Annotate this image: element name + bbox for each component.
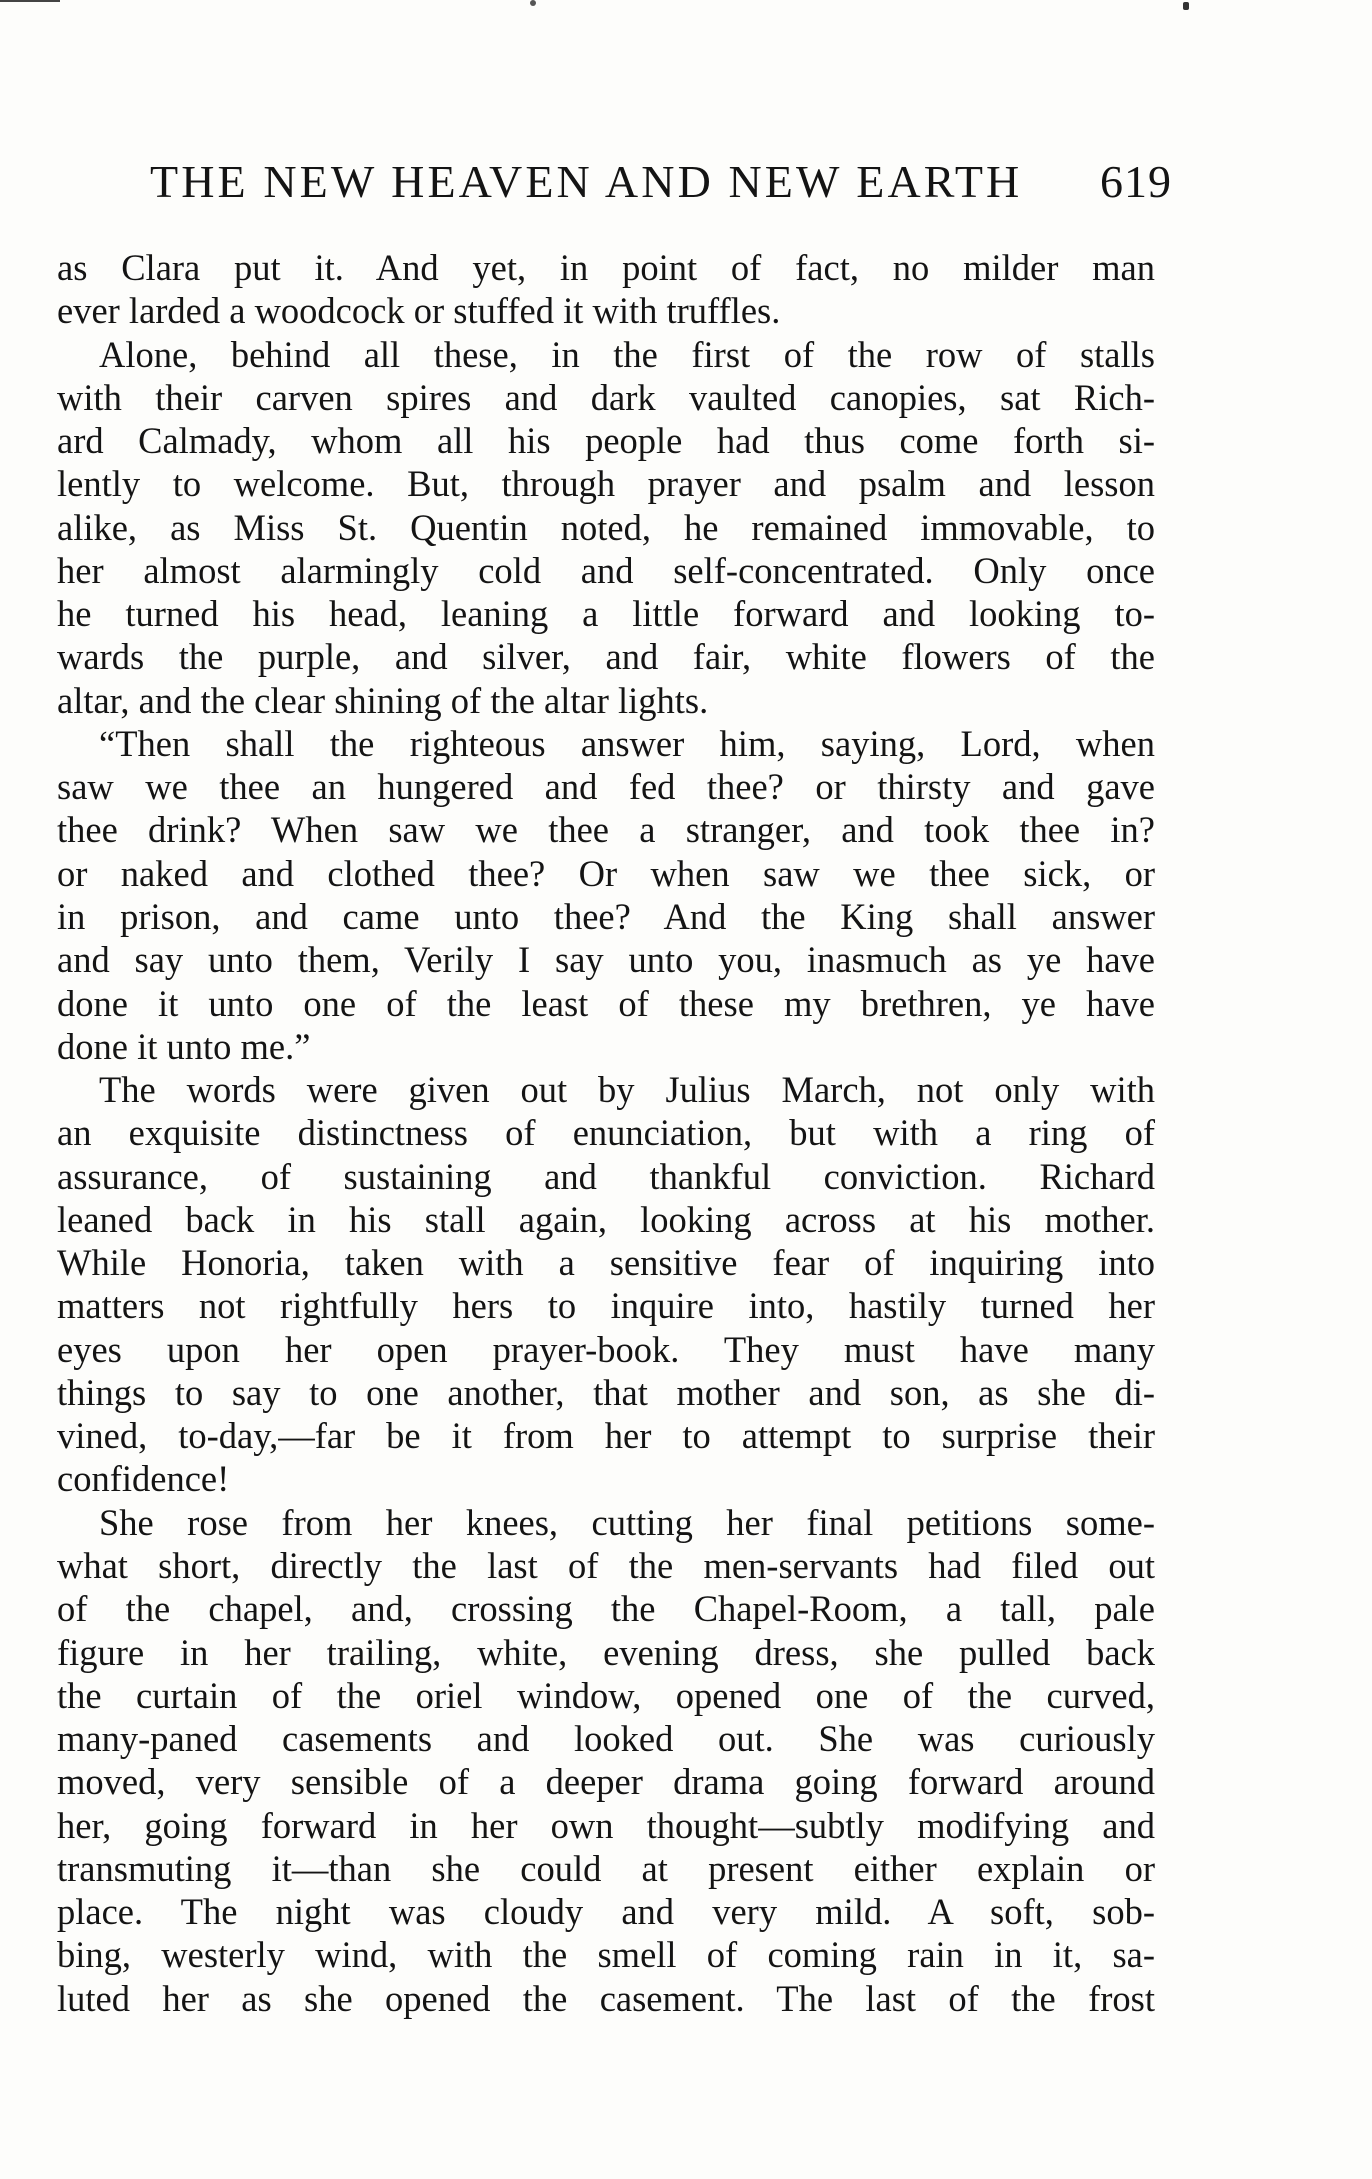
text-line: and say unto them, Verily I say unto you, inasmuch as ye have — [57, 939, 1155, 981]
text-line: many-paned casements and looked out. She was curiously — [57, 1718, 1155, 1760]
text-line: alike, as Miss St. Quentin noted, he remained immovable, to — [57, 506, 1155, 548]
page-number: 619 — [1100, 156, 1172, 207]
text-line: done it unto me.” — [57, 1025, 311, 1067]
text-line: matters not rightfully hers to inquire into, hastily turned her — [57, 1285, 1155, 1327]
text-line: moved, very sensible of a deeper drama going forward around — [57, 1761, 1155, 1803]
text-line: lently to welcome. But, through prayer and psalm and lesson — [57, 463, 1155, 505]
text-line: with their carven spires and dark vaulted canopies, sat Rich- — [57, 376, 1155, 418]
text-line: he turned his head, leaning a little forward and looking to- — [57, 593, 1155, 635]
text-line: her, going forward in her own thought—subtly modifying and — [57, 1804, 1155, 1846]
text-line: While Honoria, taken with a sensitive fear of inquiring into — [57, 1242, 1155, 1284]
text-line: as Clara put it. And yet, in point of fact, no milder man — [57, 247, 1155, 288]
text-line: transmuting it—than she could at present either explain or — [57, 1847, 1155, 1889]
text-line: “Then shall the righteous answer him, saying, Lord, when — [99, 722, 1155, 764]
text-line: an exquisite distinctness of enunciation, but with a ring of — [57, 1112, 1155, 1154]
text-line: eyes upon her open prayer-book. They must have many — [57, 1328, 1155, 1370]
text-line: ard Calmady, whom all his people had thus come forth si- — [57, 420, 1155, 462]
text-line: figure in her trailing, white, evening dress, she pulled back — [57, 1631, 1155, 1673]
text-line: She rose from her knees, cutting her final petitions some- — [99, 1501, 1155, 1543]
text-line: luted her as she opened the casement. The last of the frost — [57, 1977, 1155, 2019]
text-line: altar, and the clear shining of the altar lights. — [57, 679, 709, 721]
text-line: of the chapel, and, crossing the Chapel-Room, a tall, pale — [57, 1588, 1155, 1630]
text-line: her almost alarmingly cold and self-concentrated. Only once — [57, 549, 1155, 591]
text-line: in prison, and came unto thee? And the King shall answer — [57, 895, 1155, 937]
running-head-title: THE NEW HEAVEN AND NEW EARTH — [150, 156, 1023, 207]
text-line: bing, westerly wind, with the smell of coming rain in it, sa- — [57, 1934, 1155, 1976]
text-line: place. The night was cloudy and very mild. A soft, sob- — [57, 1891, 1155, 1933]
text-line: done it unto one of the least of these my brethren, ye have — [57, 982, 1155, 1024]
text-line: Alone, behind all these, in the first of the row of stalls — [99, 333, 1155, 375]
text-line: things to say to one another, that mother and son, as she di- — [57, 1371, 1155, 1413]
text-line: leaned back in his stall again, looking across at his mother. — [57, 1198, 1155, 1240]
text-line: The words were given out by Julius March, not only with — [99, 1069, 1155, 1111]
text-line: saw we thee an hungered and fed thee? or thirsty and gave — [57, 766, 1155, 808]
text-line: thee drink? When saw we thee a stranger, and took thee in? — [57, 809, 1155, 851]
text-line: assurance, of sustaining and thankful conviction. Richard — [57, 1155, 1155, 1197]
scan-edge-mark — [0, 0, 60, 2]
text-line: or naked and clothed thee? Or when saw we thee sick, or — [57, 852, 1155, 894]
text-line: vined, to-day,—far be it from her to attempt to surprise their — [57, 1415, 1155, 1457]
scan-speck — [530, 0, 536, 6]
body-text — [57, 246, 1155, 2020]
text-line: ever larded a woodcock or stuffed it with truffles. — [57, 290, 781, 332]
running-head — [150, 154, 1172, 210]
text-line: the curtain of the oriel window, opened one of the curved, — [57, 1674, 1155, 1716]
scan-corner-dot — [1183, 2, 1189, 10]
text-line: what short, directly the last of the men-servants had filed out — [57, 1544, 1155, 1586]
text-line: confidence! — [57, 1458, 230, 1500]
text-line: wards the purple, and silver, and fair, white flowers of the — [57, 636, 1155, 678]
